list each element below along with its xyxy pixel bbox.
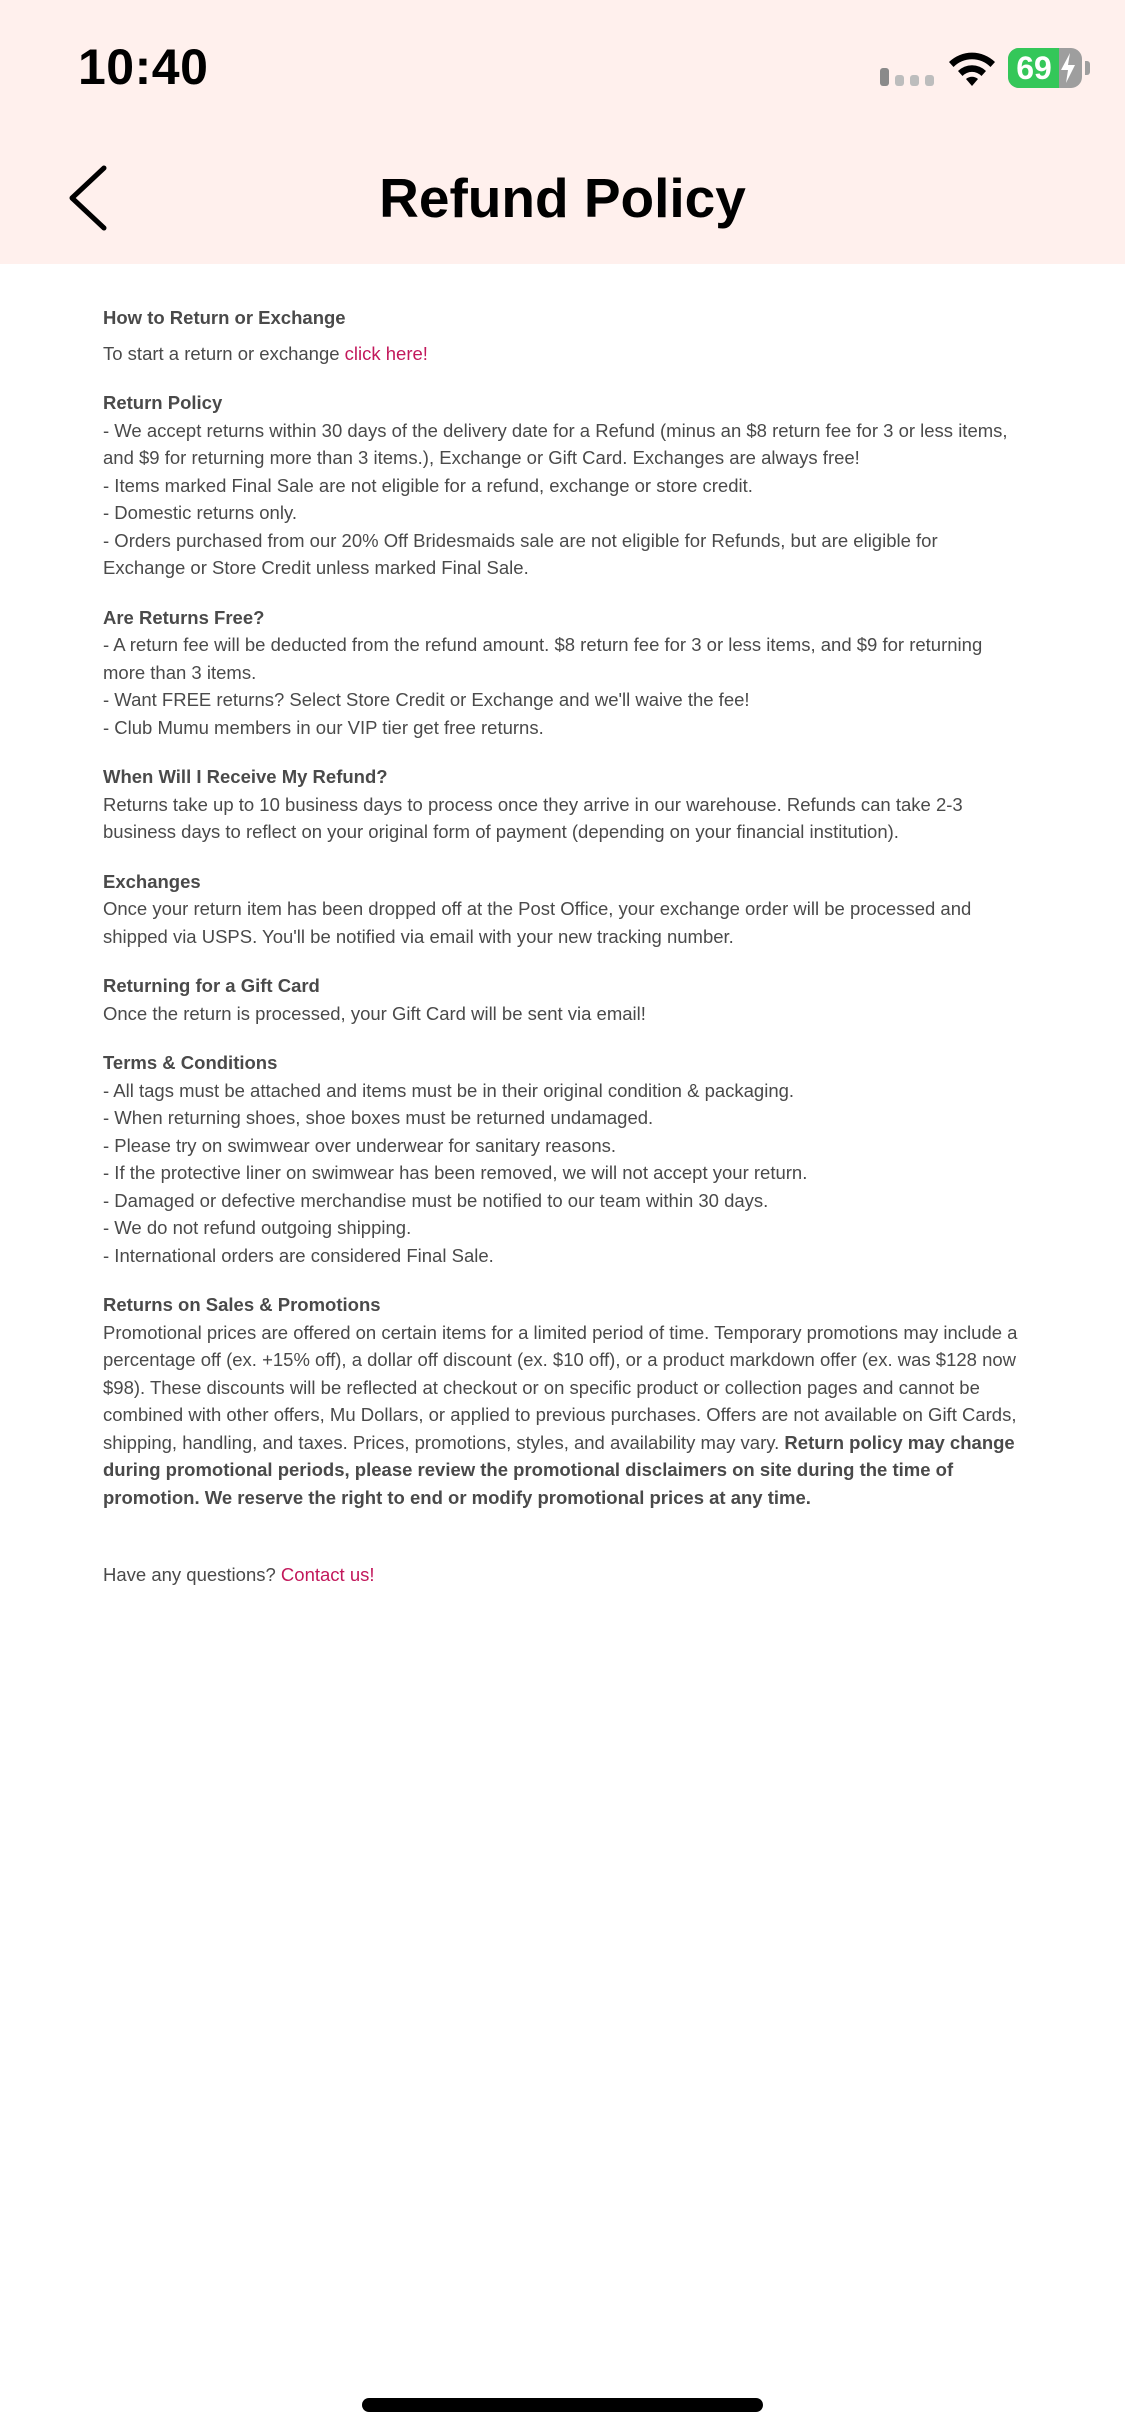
section-title: Returning for a Gift Card <box>103 975 320 996</box>
list-item: - When returning shoes, shoe boxes must be returned undamaged. <box>103 1107 654 1128</box>
section-how-to-return <box>103 304 1023 367</box>
section-title: Returns on Sales & Promotions <box>103 1294 381 1315</box>
page-title: Refund Policy <box>379 167 746 229</box>
policy-content <box>103 304 1023 1589</box>
list-item: - We accept returns within 30 days of the delivery date for a Refund (minus an $8 return fee for 3 or less items, and $9 for returning more than 3 items.), Exchange or Gift Card. Exchanges are always free! <box>103 419 1008 468</box>
cellular-signal-icon <box>880 66 936 86</box>
section-return-policy <box>103 389 1023 582</box>
battery-level-text: 69 <box>1016 50 1052 86</box>
section-text: Once the return is processed, your Gift Card will be sent via email! <box>103 1002 646 1024</box>
section-text: Promotional prices are offered on certain items for a limited period of time. Temporary promotions may include a percentage off (ex. +15% off), a dollar off discount (ex. $10 off), or a product markdown offer (ex. was $128 now $98). These discounts will be reflected at checkout or on specific product or collection pages and cannot be combined with other offers, Mu Dollars, or applied to previous purchases. Offers are not available on Gift Cards, shipping, handling, and taxes. Prices, promotions, styles, and availability may vary. Return policy may change during promotional periods, please review the promotional disclaimers on site during the time of promotion. We reserve the right to end or modify promotional prices at any time. <box>103 1321 1018 1508</box>
battery-cap <box>1085 61 1090 75</box>
section-receive-refund <box>103 763 1023 846</box>
list-item: - Damaged or defective merchandise must be notified to our team within 30 days. <box>103 1189 769 1211</box>
section-text: Returns take up to 10 business days to process once they arrive in our warehouse. Refunds can take 2-3 business days to reflect on your original form of payment (depending on your financial institution). <box>103 793 963 842</box>
section-gift-card <box>103 972 1023 1027</box>
section-title: How to Return or Exchange <box>103 307 346 328</box>
list-item: - Domestic returns only. <box>103 502 297 523</box>
header <box>0 0 1125 264</box>
section-title: Are Returns Free? <box>103 606 265 628</box>
charging-bolt-icon <box>1058 52 1078 84</box>
home-indicator[interactable] <box>362 2398 763 2412</box>
list-item: - If the protective liner on swimwear has been removed, we will not accept your return. <box>103 1162 808 1183</box>
contact-prompt: Have any questions? Contact us! <box>103 1564 375 1585</box>
section-title: When Will I Receive My Refund? <box>103 766 388 787</box>
policy-disclaimer: Return policy may change during promotional periods, please review the promotional disclaimers on site during the time of promotion. We reserve the right to end or modify promotional prices at any time. <box>103 1431 1015 1508</box>
section-sales-promotions <box>103 1291 1023 1511</box>
chevron-left-icon <box>72 168 104 228</box>
section-text: To start a return or exchange click here! <box>103 342 428 364</box>
list-item: - We do not refund outgoing shipping. <box>103 1217 412 1238</box>
section-text: Once your return item has been dropped off at the Post Office, your exchange order will be processed and shipped via USPS. You'll be notified via email with your new tracking number. <box>103 898 972 947</box>
contact-us-link[interactable]: Contact us! <box>280 1564 375 1585</box>
section-terms <box>103 1049 1023 1269</box>
section-exchanges <box>103 868 1023 951</box>
section-title: Exchanges <box>103 870 201 892</box>
list-item: - Orders purchased from our 20% Off Bridesmaids sale are not eligible for Refunds, but are eligible for Exchange or Store Credit unless marked Final Sale. <box>103 529 938 578</box>
list-item: - International orders are considered Final Sale. <box>103 1244 494 1266</box>
section-title: Terms & Conditions <box>103 1052 278 1073</box>
list-item: - Items marked Final Sale are not eligible for a refund, exchange or store credit. <box>103 474 753 496</box>
list-item: - Club Mumu members in our VIP tier get free returns. <box>103 716 544 738</box>
click-here-link[interactable]: click here! <box>344 342 428 364</box>
back-button[interactable] <box>60 160 120 236</box>
wifi-icon <box>946 50 998 88</box>
section-returns-free <box>103 604 1023 742</box>
list-item: - All tags must be attached and items must be in their original condition & packaging. <box>103 1079 795 1101</box>
section-title: Return Policy <box>103 392 223 413</box>
list-item: - Please try on swimwear over underwear for sanitary reasons. <box>103 1134 617 1156</box>
list-item: - A return fee will be deducted from the refund amount. $8 return fee for 3 or less items, and $9 for returning more than 3 items. <box>103 634 983 683</box>
status-time: 10:40 <box>78 39 209 95</box>
battery-icon <box>1008 48 1082 88</box>
list-item: - Want FREE returns? Select Store Credit or Exchange and we'll waive the fee! <box>103 689 750 710</box>
